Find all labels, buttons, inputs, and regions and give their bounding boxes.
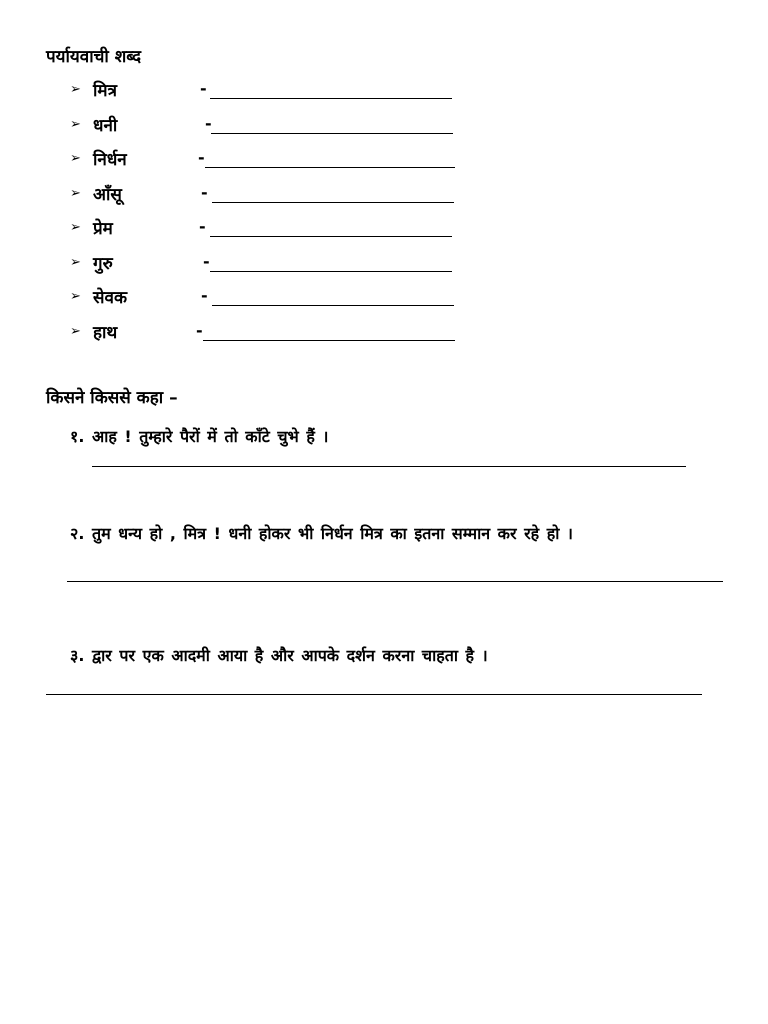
arrow-bullet-icon: ➢ xyxy=(70,185,81,201)
synonym-row xyxy=(70,113,490,148)
synonym-word: हाथ xyxy=(93,322,118,343)
separator-dash: - xyxy=(196,320,203,340)
arrow-bullet-icon: ➢ xyxy=(70,82,81,97)
arrow-bullet-icon: ➢ xyxy=(70,220,81,235)
answer-blank[interactable] xyxy=(203,340,455,341)
separator-dash: - xyxy=(203,251,210,271)
synonyms-heading: पर्यायवाची शब्द xyxy=(46,47,141,67)
synonym-row xyxy=(70,251,490,286)
answer-line-3[interactable] xyxy=(46,694,702,695)
arrow-bullet-icon: ➢ xyxy=(70,323,81,339)
answer-blank[interactable] xyxy=(210,236,452,237)
synonyms-list xyxy=(70,78,490,354)
arrow-bullet-icon: ➢ xyxy=(70,289,81,304)
synonym-word: मित्र xyxy=(93,81,117,101)
answer-blank[interactable] xyxy=(212,202,454,203)
synonym-row xyxy=(70,320,490,355)
synonym-word: सेवक xyxy=(93,288,127,308)
answer-blank[interactable] xyxy=(211,133,453,134)
separator-dash: - xyxy=(205,113,212,133)
synonym-word: निर्धन xyxy=(93,150,127,170)
arrow-bullet-icon: ➢ xyxy=(70,151,81,166)
answer-line-2[interactable] xyxy=(67,581,723,582)
synonym-row xyxy=(70,78,490,113)
separator-dash: - xyxy=(201,182,208,202)
question-2: २. तुम धन्य हो , मित्र ! धनी होकर भी निर्धन मित्र का इतना सम्मान कर रहे हो । xyxy=(70,524,573,543)
separator-dash: - xyxy=(199,217,206,236)
answer-line-1[interactable] xyxy=(92,466,686,467)
arrow-bullet-icon: ➢ xyxy=(70,116,81,132)
synonym-row xyxy=(70,182,490,217)
answer-blank[interactable] xyxy=(205,167,455,168)
arrow-bullet-icon: ➢ xyxy=(70,254,81,270)
who-said-to-whom-heading: किसने किससे कहा – xyxy=(46,388,178,408)
synonym-row xyxy=(70,216,490,251)
question-1: १. आह ! तुम्हारे पैरों में तो काँटे चुभे हैं । xyxy=(70,427,329,446)
answer-blank[interactable] xyxy=(210,98,452,99)
synonym-row xyxy=(70,147,490,182)
synonym-row xyxy=(70,285,490,320)
separator-dash: - xyxy=(201,286,208,305)
question-3: ३. द्वार पर एक आदमी आया है और आपके दर्शन करना चाहता है । xyxy=(70,646,488,665)
synonym-word: आँसू xyxy=(93,184,122,205)
separator-dash: - xyxy=(198,148,205,167)
answer-blank[interactable] xyxy=(212,305,454,306)
synonym-word: प्रेम xyxy=(93,219,113,239)
answer-blank[interactable] xyxy=(210,271,452,272)
separator-dash: - xyxy=(200,79,207,98)
synonym-word: गुरु xyxy=(93,253,113,274)
synonym-word: धनी xyxy=(93,115,118,136)
